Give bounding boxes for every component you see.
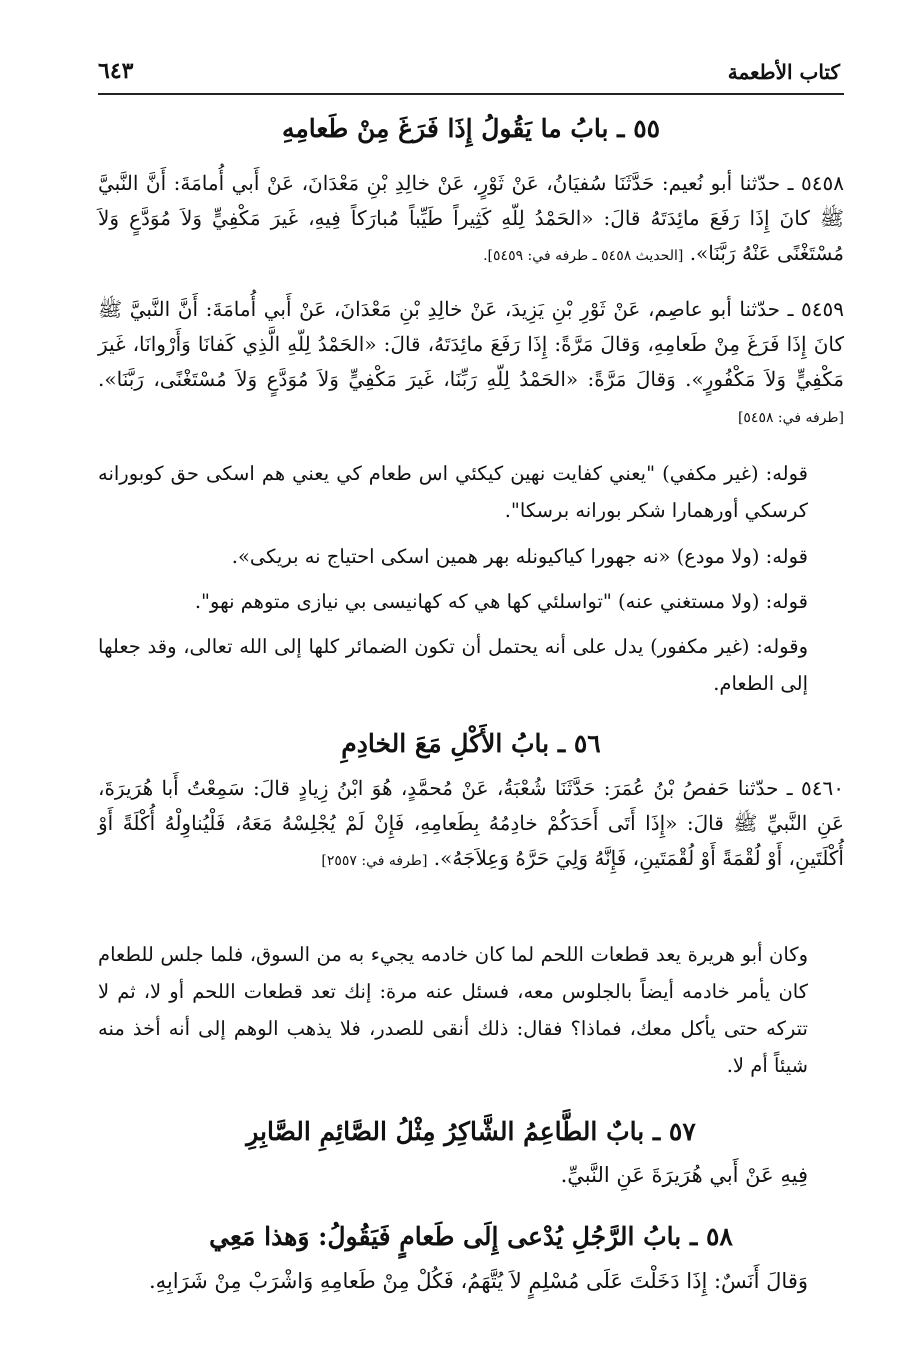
chapter-58-text: وَقالَ أَنَسٌ: إِذَا دَخَلْتَ عَلَى مُسْلِمٍ لاَ يُتَّهَمُ، فَكُلْ مِنْ طَعامِهِ وَاشْرَبْ مِنْ شَرَابِهِ. xyxy=(148,1269,808,1293)
chapter-58-title: ٥٨ ـ بابُ الرَّجُلِ يُدْعى إِلَى طَعامٍ فَيَقُولُ: وَهذا مَعِي xyxy=(209,1222,733,1251)
commentary-wala-muwadda: قوله: (ولا مودع) «نه جهورا كياكيونله بهر همين اسكى احتياج نه بريكى». xyxy=(231,545,808,568)
chapter-55-title: ٥٥ ـ بابُ ما يَقُولُ إِذَا فَرَغَ مِنْ طَعامِهِ xyxy=(281,114,661,143)
hadith-5459-ref: [طرفه في: ٥٤٥٨] xyxy=(737,409,844,426)
header-rule xyxy=(98,93,844,95)
chapter-57-title: ٥٧ ـ بابٌ الطَّاعِمُ الشَّاكِرُ مِثْلُ الصَّائِمِ الصَّابِرِ xyxy=(246,1117,696,1146)
page-number: ٦٤٣ xyxy=(98,58,134,84)
hadith-5460 xyxy=(98,771,844,880)
hadith-5460-text: ٥٤٦٠ ـ حدّثنا حَفصُ بْنُ عُمَرَ: حَدَّثَنَا شُعْبَةُ، عَنْ مُحمَّدٍ، هُوَ ابْنُ زِيادٍ قالَ: سَمِعْتُ أَبا هُرَيرَةَ، عَنِ النَّبيِّ ﷺ قالَ: «إِذَا أَتَى أَحَدَكُمْ خادِمُهُ بِطَعامِهِ، فَإِنْ لَمْ يُجْلِسْهُ مَعَهُ، فَلْيُناوِلْهُ أُكْلَةً أَوْ أُكْلَتَينِ، أَوْ لُقْمَةً أَوْ لُقْمَتَينِ، فَإِنَّهُ وَلِيَ حَرَّهُ وَعِلاَجَهُ». xyxy=(98,776,844,871)
hadith-5458-text: ٥٤٥٨ ـ حدّثنا أبو نُعيم: حَدَّثَنَا سُفيَانُ، عَنْ ثَوْرٍ، عَنْ خالِدِ بْنِ مَعْدَانَ، عَنْ أَبي أُمامَةَ: أَنَّ النَّبيَّ ﷺ كانَ إِذَا رَفَعَ مائِدَتَهُ قالَ: «الحَمْدُ لِلّهِ كَثِيراً طَيِّباً مُبارَكاً فِيهِ، غَيرَ مَكْفِيٍّ وَلاَ مُوَدَّعٍ وَلاَ مُسْتَغْنًى عَنْهُ رَبَّنَا». xyxy=(98,171,844,266)
commentary-wala-mustaghni: قوله: (ولا مستغني عنه) "تواسلئي كها هي كه كهانيسى بي نيازى متوهم نهو". xyxy=(194,590,808,613)
hadith-5459-text: ٥٤٥٩ ـ حدّثنا أبو عاصِم، عَنْ ثَوْرِ بْنِ يَزِيدَ، عَنْ خالِدِ بْنِ مَعْدَانَ، عَنْ أَبي أُمامَةَ: أَنَّ النَّبيَّ ﷺ كانَ إِذَا فَرَغَ مِنْ طَعامِهِ، وَقالَ مَرَّةً: إِذَا رَفَعَ مائِدَتَهُ، قالَ: «الحَمْدُ لِلّهِ الَّذِي كَفانَا وَأَرْوانَا، غَيرَ مَكْفِيٍّ وَلاَ مَكْفُورٍ». وَقالَ مَرَّةً: «الحَمْدُ لِلّهِ رَبِّنَا، غَيرَ مَكْفِيٍّ وَلاَ مُوَدَّعٍ وَلاَ مُسْتَغْنًى، رَبَّنَا». xyxy=(98,297,845,392)
running-header-book-title: كتاب الأطعمة xyxy=(727,60,840,84)
chapter-57-note: فِيهِ عَنْ أَبي هُرَيرَةَ عَنِ النَّبيِّ. xyxy=(560,1163,808,1187)
hadith-5459 xyxy=(98,292,844,436)
hadith-5460-ref: [طرفه في: ٢٥٥٧] xyxy=(321,853,428,870)
hadith-5458 xyxy=(98,166,844,275)
commentary-ghayr-makfur: وقوله: (غير مكفور) يدل على أنه يحتمل أن تكون الضمائر كلها إلى الله تعالى، وقد جعلها إلى الطعام. xyxy=(98,635,808,695)
commentary-abu-hurayra: وكان أبو هريرة يعد قطعات اللحم لما كان خادمه يجيء به من السوق، فلما جلس للطعام كان يأمر خادمه أيضاً بالجلوس معه، فسئل عنه مرة: إنك تعد قطعات اللحم أو لا، ثم لا تتركه حتى يأكل معك، فماذا؟ فقال: ذلك أنقى للصدر، فلا يذهب الوهم إلى أنه أخذ منه شيئاً أم لا. xyxy=(98,943,808,1077)
hadith-5458-ref: [الحديث ٥٤٥٨ ـ طرفه في: ٥٤٥٩]. xyxy=(483,248,684,265)
chapter-56-title: ٥٦ ـ بابُ الأَكْلِ مَعَ الخادِمِ xyxy=(341,729,601,758)
commentary-ghayr-makfi: قوله: (غير مكفي) "يعني كفايت نهين كيكئي اس طعام كي يعني هم اسكى حق كوبورانه كرسكي أورهمارا شكر بورانه برسكا". xyxy=(98,462,808,522)
